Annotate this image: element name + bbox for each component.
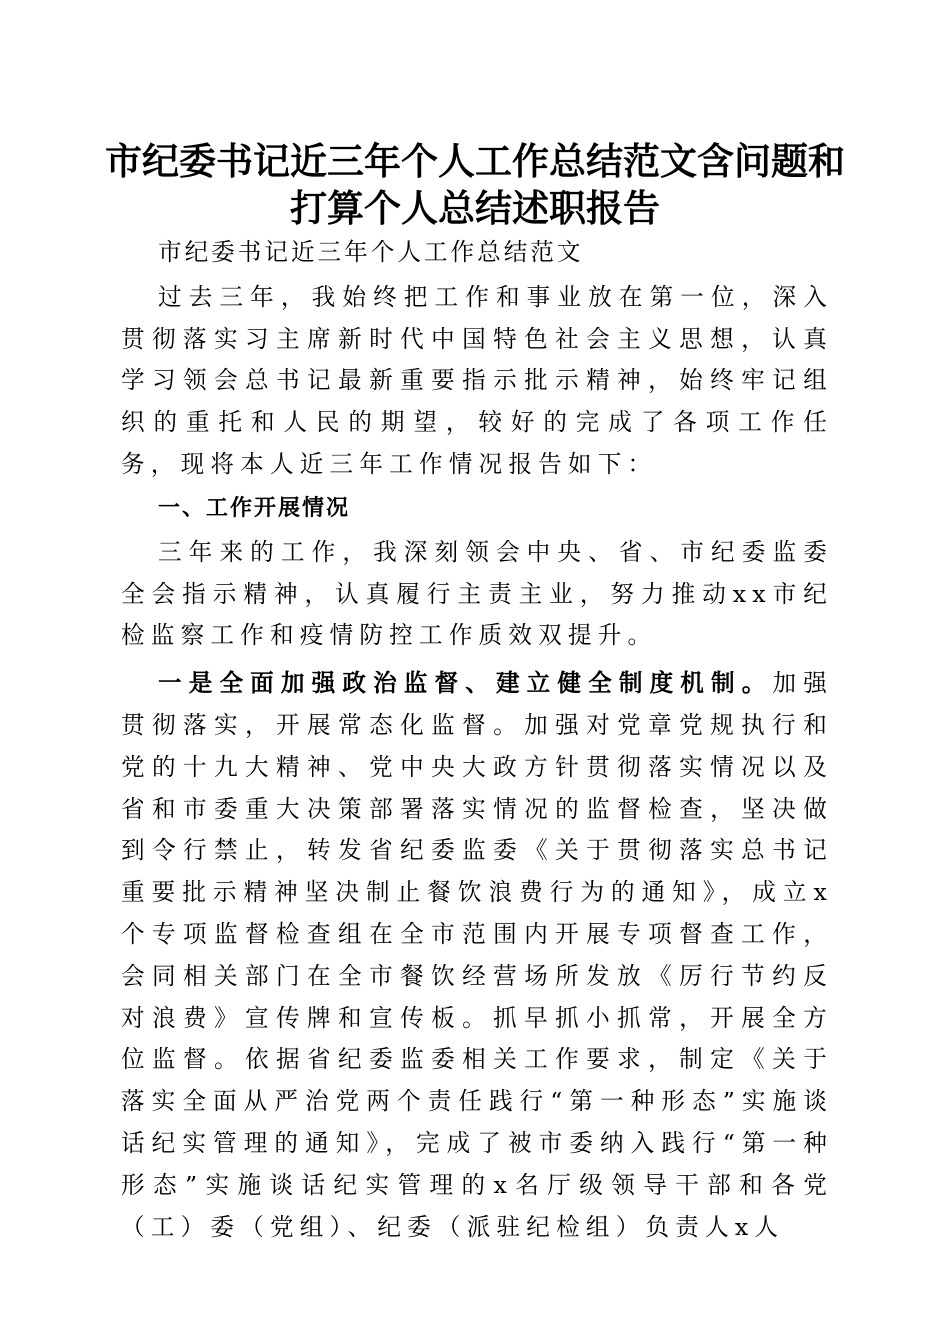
document-title <box>100 138 850 232</box>
title-line-1: 市纪委书记近三年个人工作总结范文含问题和 <box>105 139 845 183</box>
document-body <box>121 232 833 1248</box>
section-heading-work-progress: 一、工作开展情况 <box>158 495 351 521</box>
title-line-2: 打算个人总结述职报告 <box>290 186 660 230</box>
document-subtitle: 市纪委书记近三年个人工作总结范文 <box>158 238 584 266</box>
section-intro-paragraph: 三年来的工作，我深刻领会中央、省、市纪委监委全会指示精神，认真履行主责主业，努力推动xx市纪检监察工作和疫情防控工作质效双提升。 <box>121 537 833 650</box>
intro-paragraph: 过去三年，我始终把工作和事业放在第一位，深入贯彻落实习主席新时代中国特色社会主义思想，认真学习领会总书记最新重要指示批示精神，始终牢记组织的重托和人民的期望，较好的完成了各项工作任务，现将本人近三年工作情况报告如下： <box>121 282 833 478</box>
point-one-body: 加强贯彻落实，开展常态化监督。加强对党章党规执行和党的十九大精神、党中央大政方针贯彻落实情况以及省和市委重大决策部署落实情况的监督检查，坚决做到令行禁止，转发省纪委监委《关于贯彻落实总书记重要批示精神坚决制止餐饮浪费行为的通知》，成立x个专项监督检查组在全市范围内开展专项督查工作，会同相关部门在全市餐饮经营场所发放《厉行节约反对浪费》宣传牌和宣传板。抓早抓小抓常，开展全方位监督。依据省纪委监委相关工作要求，制定《关于落实全面从严治党两个责任践行“第一种形态”实施谈话纪实管理的通知》，完成了被市委纳入践行“第一种形态”实施谈话纪实管理的x名厅级领导干部和各党（工）委（党组）、纪委（派驻纪检组）负责人x人 <box>121 669 834 1241</box>
point-one-lead: 一是全面加强政治监督、建立健全制度机制。 <box>158 669 773 698</box>
point-one-paragraph <box>121 663 833 1248</box>
